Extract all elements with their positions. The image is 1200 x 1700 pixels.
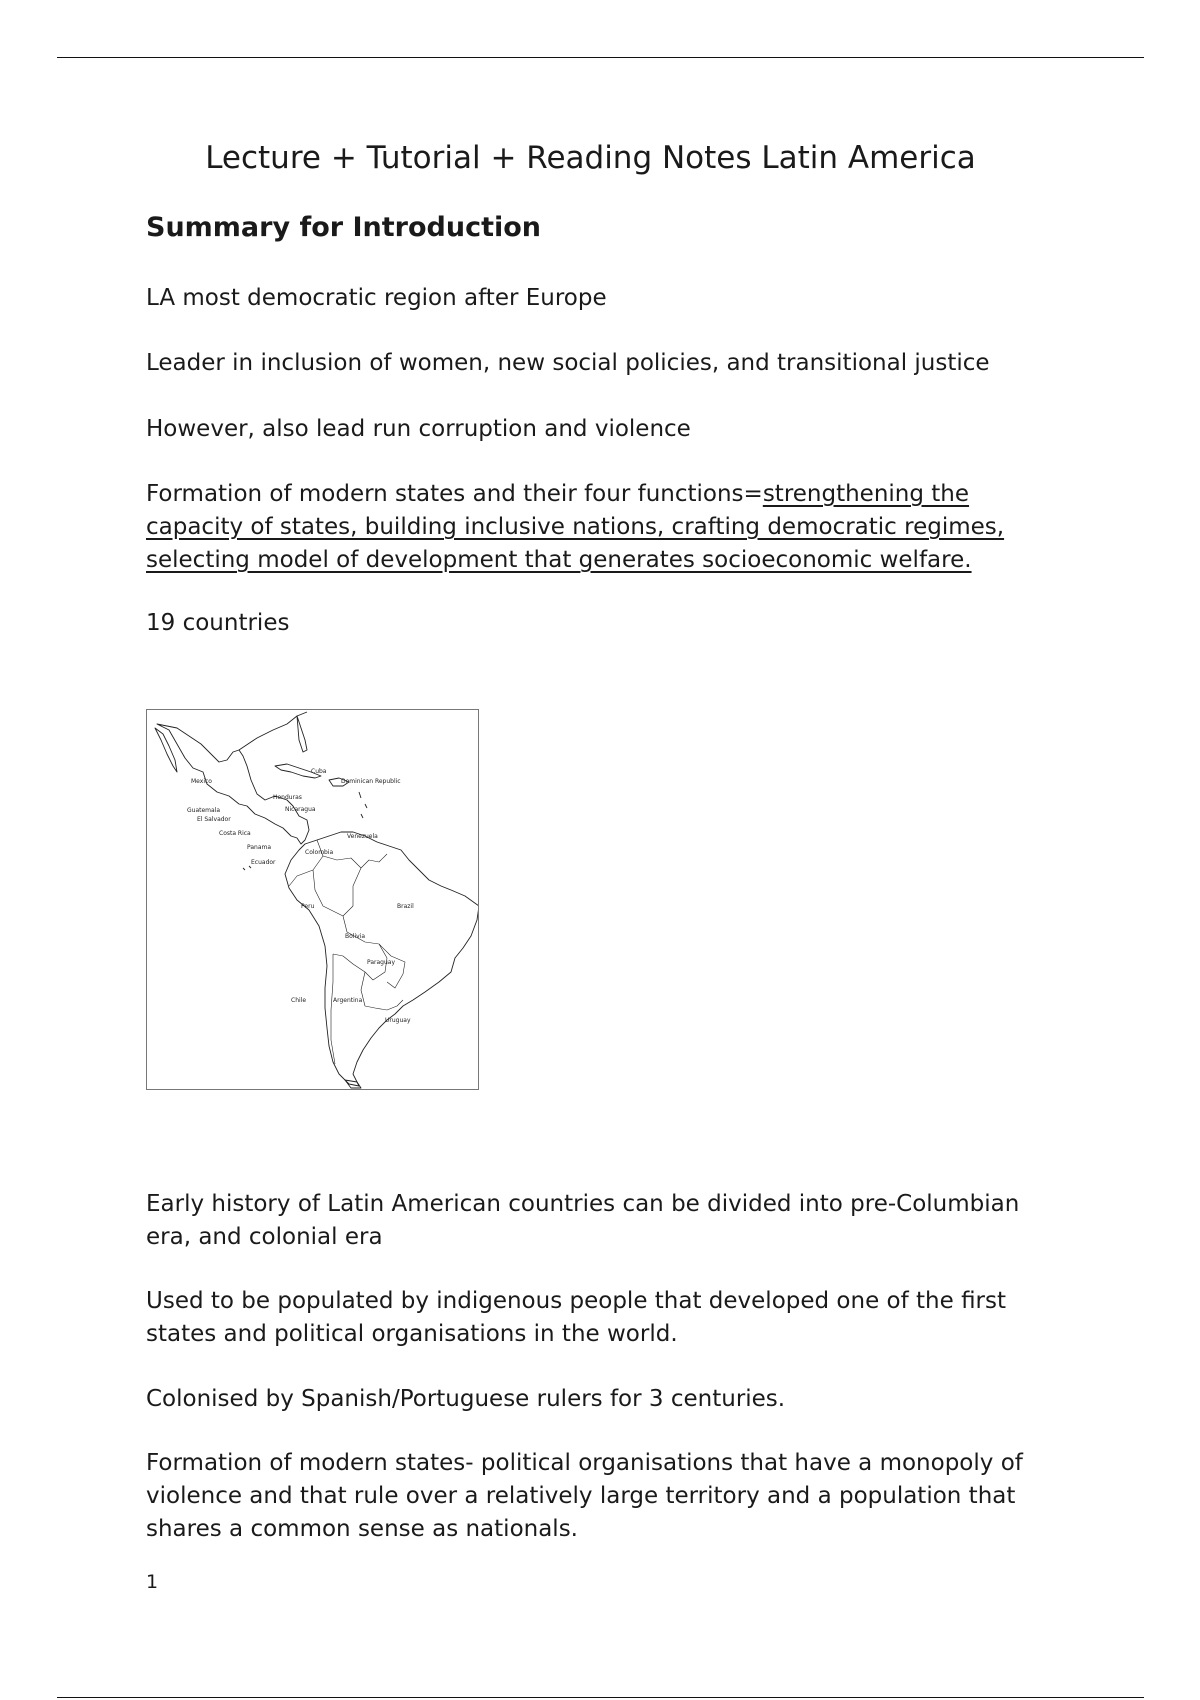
state-functions-lead: Formation of modern states and their four functions= (146, 481, 763, 507)
map-label-dominican-republic: Dominican Republic (341, 778, 401, 785)
paragraph-corruption-violence: However, also lead run corruption and violence (146, 416, 691, 442)
paragraph-leader-inclusion: Leader in inclusion of women, new social policies, and transitional justice (146, 350, 990, 376)
page-top-rule (57, 57, 1144, 58)
page-number: 1 (146, 1571, 159, 1593)
paragraph-modern-states-definition: Formation of modern states- political organisations that have a monopoly of violence and that rule over a relatively large territory and a population that shares a common sense as nationals. (146, 1450, 1023, 1542)
mexico-central-america-outline (157, 724, 309, 844)
tierra-del-fuego (345, 1080, 361, 1088)
map-label-paraguay: Paraguay (367, 959, 396, 966)
latin-america-map (146, 709, 479, 1090)
paragraph-country-count: 19 countries (146, 610, 290, 636)
map-label-guatemala: Guatemala (187, 807, 221, 814)
map-label-nicaragua: Nicaragua (285, 806, 316, 813)
caribbean-islands (359, 792, 367, 818)
map-label-peru: Peru (301, 903, 315, 910)
paragraph-indigenous-people: Used to be populated by indigenous people that developed one of the first states and political organisations in the world. (146, 1288, 1007, 1347)
map-label-cuba: Cuba (311, 768, 327, 775)
map-label-costa-rica: Costa Rica (219, 830, 251, 837)
map-label-panama: Panama (247, 844, 272, 851)
map-label-honduras: Honduras (273, 794, 302, 801)
page-bottom-rule (57, 1697, 1144, 1698)
galapagos-islands (243, 866, 251, 870)
baja-california-outline (155, 728, 177, 772)
map-label-argentina: Argentina (333, 997, 363, 1004)
map-label-mexico: Mexico (191, 778, 212, 785)
section-heading: Summary for Introduction (146, 212, 542, 243)
map-label-colombia: Colombia (305, 849, 334, 856)
map-label-brazil: Brazil (397, 903, 414, 910)
florida-outline (297, 716, 307, 752)
country-borders (289, 840, 405, 1064)
map-label-el-salvador: El Salvador (197, 816, 231, 823)
latin-america-map-drawing (147, 710, 479, 1090)
document-title: Lecture + Tutorial + Reading Notes Latin America (205, 140, 976, 176)
map-label-venezuela: Venezuela (347, 833, 378, 840)
paragraph-early-history: Early history of Latin American countries can be divided into pre-Columbian era, and colonial era (146, 1191, 1020, 1250)
map-label-chile: Chile (291, 997, 307, 1004)
map-label-uruguay: Uruguay (385, 1017, 411, 1024)
map-label-ecuador: Ecuador (251, 859, 276, 866)
state-functions-underlined: strengthening the capacity of states, building inclusive nations, crafting democratic regimes, selecting model of development that generates socioeconomic welfare. (146, 481, 1005, 573)
map-label-bolivia: Bolivia (345, 933, 366, 940)
paragraph-state-functions (146, 478, 1066, 577)
paragraph-colonised: Colonised by Spanish/Portuguese rulers for 3 centuries. (146, 1386, 786, 1412)
paragraph-democratic-region: LA most democratic region after Europe (146, 285, 607, 311)
